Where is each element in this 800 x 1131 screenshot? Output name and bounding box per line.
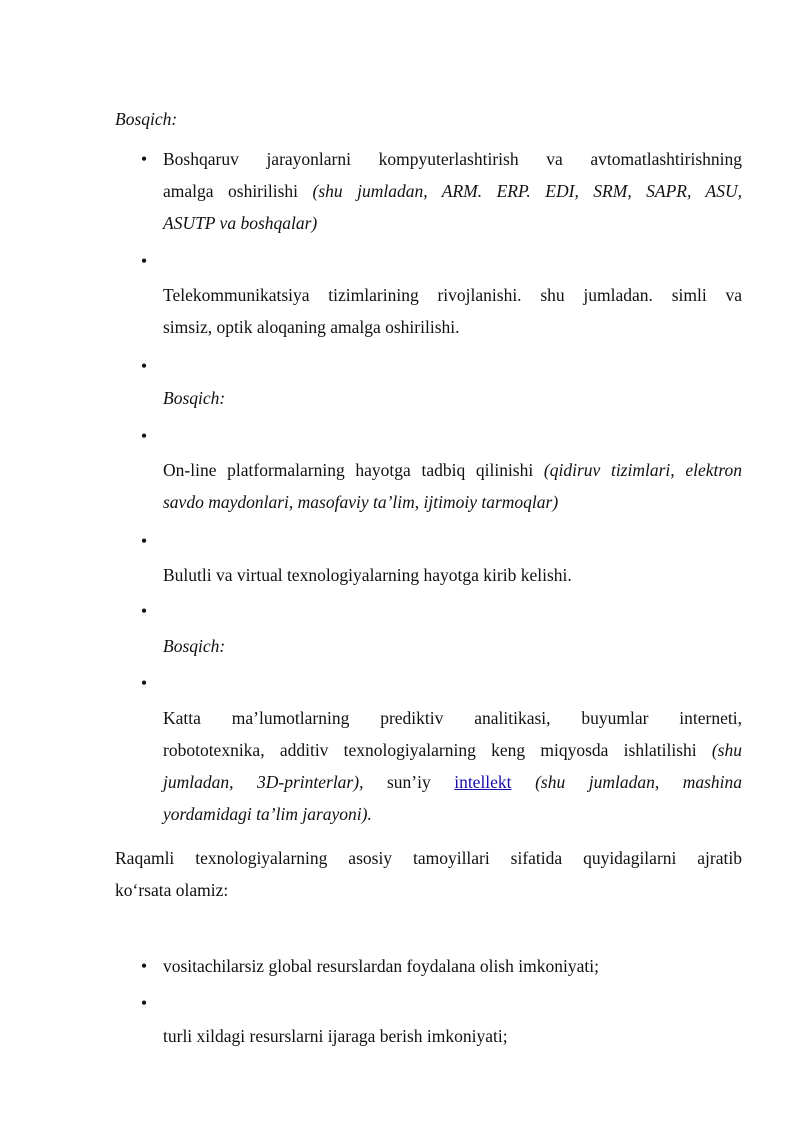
list-item-text: On-line platformalarning hayotga tadbiq qilinishi: [163, 460, 534, 480]
list-item-line: Boshqaruv jarayonlarni kompyuterlashtirish va avtomatlashtirishning: [163, 149, 742, 169]
intellekt-link[interactable]: intellekt: [454, 772, 512, 792]
list-item-line: Telekommunikatsiya tizimlarining rivojlanishi. shu jumladan. simli va: [163, 285, 742, 305]
bullet-marker: •: [140, 149, 148, 169]
list-item-italic: (qidiruv tizimlari, elektron: [543, 460, 743, 480]
list-item-line: [163, 454, 742, 486]
list-item-line: Katta ma’lumotlarning prediktiv analitikasi, buyumlar interneti,: [163, 708, 742, 728]
bullet-marker: •: [140, 601, 148, 621]
stage-heading: Bosqich:: [163, 636, 226, 656]
bullet-marker: •: [140, 251, 148, 271]
stage-heading: Bosqich:: [115, 109, 178, 129]
list-item: [163, 454, 742, 518]
list-item: [163, 143, 742, 239]
stage-heading: Bosqich:: [163, 388, 226, 408]
paragraph-line: ko‘rsata olamiz:: [115, 880, 229, 900]
list-item-italic: (shu: [711, 740, 742, 760]
list-item-text: amalga oshirilishi: [163, 181, 299, 201]
list-item-line: [163, 734, 742, 766]
paragraph-line: Raqamli texnologiyalarning asosiy tamoyillari sifatida quyidagilarni ajratib: [115, 848, 742, 868]
list-item-line: [163, 175, 742, 207]
list-item: turli xildagi resurslarni ijaraga berish imkoniyati;: [163, 1026, 508, 1046]
body-paragraph: [115, 842, 742, 906]
list-item: [163, 702, 742, 830]
list-item-italic: (shu jumladan, mashina: [535, 772, 742, 792]
bullet-marker: •: [140, 673, 148, 693]
list-item: vositachilarsiz global resurslardan foydalana olish imkoniyati;: [163, 956, 599, 976]
list-item-italic: (shu jumladan, ARM. ERP. EDI, SRM, SAPR, ASU,: [312, 181, 742, 201]
bullet-marker: •: [140, 993, 148, 1013]
list-item-italic: jumladan, 3D-printerlar),: [163, 772, 364, 792]
list-item-text: sun’iy: [386, 772, 431, 792]
list-item-text: robototexnika, additiv texnologiyalarning keng miqyosda ishlatilishi: [163, 740, 697, 760]
bullet-marker: •: [140, 531, 148, 551]
list-item-line: yordamidagi ta’lim jarayoni).: [163, 804, 372, 824]
list-item-line: simsiz, optik aloqaning amalga oshirilishi.: [163, 317, 460, 337]
list-item-line: [163, 766, 742, 798]
list-item: Bulutli va virtual texnologiyalarning hayotga kirib kelishi.: [163, 565, 572, 585]
bullet-marker: •: [140, 426, 148, 446]
list-item-line: ASUTP va boshqalar): [163, 213, 318, 233]
list-item-line: savdo maydonlari, masofaviy ta’lim, ijtimoiy tarmoqlar): [163, 492, 559, 512]
bullet-marker: •: [140, 956, 148, 976]
bullet-marker: •: [140, 356, 148, 376]
list-item: [163, 279, 742, 343]
